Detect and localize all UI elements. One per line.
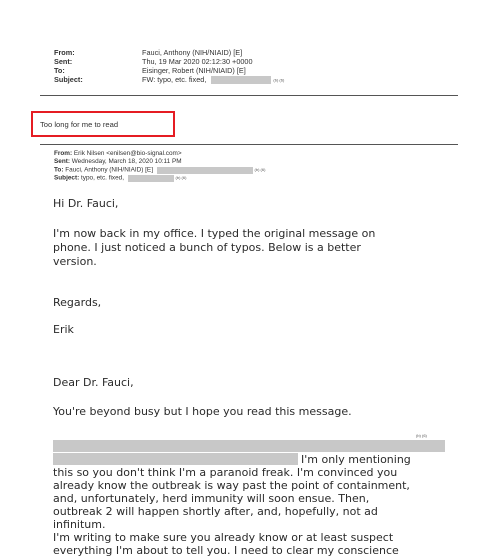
forwarded-from-label: From:: [54, 150, 73, 157]
forwarded-sent-value: Wednesday, March 18, 2020 10:11 PM: [71, 158, 182, 165]
forwarded-from-row: [54, 150, 182, 158]
paragraph-4-line-2: everything I'm about to tell you. I need to clear my conscience: [53, 544, 399, 557]
header-sent-value: Thu, 19 Mar 2020 02:12:30 +0000: [142, 57, 253, 66]
forward-separator: [40, 144, 458, 145]
header-sent-row: [54, 57, 253, 66]
header-from-value: Fauci, Anthony (NIH/NIAID) [E]: [142, 48, 243, 57]
body-redaction-1: [53, 440, 445, 452]
forwarded-to-label: To:: [54, 166, 64, 174]
greeting-2: Dear Dr. Fauci,: [53, 376, 134, 389]
header-to-row: [54, 66, 246, 75]
paragraph-3-line-1: I'm only mentioning: [301, 453, 411, 466]
forwarded-subject-redaction: [128, 175, 174, 182]
header-sent-label: Sent:: [54, 57, 73, 66]
forwarded-to-redaction-tag: (b) (6): [254, 167, 266, 172]
body-redaction-tag: (b) (6): [416, 433, 427, 438]
header-subject-value: FW: typo, etc. fixed,: [142, 75, 207, 84]
paragraph-1-line-2: phone. I just noticed a bunch of typos. Below is a better: [53, 241, 361, 254]
reply-note: Too long for me to read: [40, 120, 119, 129]
forwarded-to-value: Fauci, Anthony (NIH/NIAID) [E]: [65, 166, 153, 174]
paragraph-2: You're beyond busy but I hope you read this message.: [53, 405, 352, 418]
paragraph-3-line-2: this so you don't think I'm a paranoid freak. I'm convinced you: [53, 466, 398, 479]
paragraph-3-line-3: already know the outbreak is way past the point of containment,: [53, 479, 410, 492]
header-separator: [40, 95, 458, 96]
forwarded-subject-redaction-tag: (b) (6): [175, 175, 187, 180]
forwarded-sent-label: Sent:: [54, 158, 70, 165]
signature: Erik: [53, 323, 74, 336]
forwarded-sent-row: [54, 158, 182, 166]
forwarded-to-redaction: [157, 167, 253, 174]
paragraph-3-line-5: outbreak 2 will happen shortly after, and, hopefully, not ad: [53, 505, 378, 518]
forwarded-subject-label: Subject:: [54, 174, 80, 182]
forwarded-from-value: Erik Nilsen <enilsen@bio-signal.com>: [73, 150, 182, 157]
header-to-label: To:: [54, 66, 65, 75]
header-from-row: [54, 48, 242, 57]
header-subject-label: Subject:: [54, 75, 83, 84]
header-subject-row: [54, 75, 284, 85]
greeting: Hi Dr. Fauci,: [53, 197, 119, 210]
subject-redaction-tag: (b) (6): [273, 77, 285, 83]
header-to-value: Eisinger, Robert (NIH/NIAID) [E]: [142, 66, 246, 75]
paragraph-3-line-4: and, unfortunately, herd immunity will soon ensue. Then,: [53, 492, 370, 505]
paragraph-1-line-3: version.: [53, 255, 97, 268]
paragraph-1-line-1: I'm now back in my office. I typed the original message on: [53, 227, 376, 240]
paragraph-3-line-6: infinitum.: [53, 518, 106, 531]
forwarded-subject-value: typo, etc. fixed,: [81, 174, 124, 182]
forwarded-subject-row: [54, 174, 186, 183]
paragraph-4-line-1: I'm writing to make sure you already know or at least suspect: [53, 531, 394, 544]
header-from-label: From:: [54, 48, 75, 57]
subject-redaction: [211, 76, 271, 84]
regards: Regards,: [53, 296, 102, 309]
body-redaction-2: [53, 453, 298, 465]
